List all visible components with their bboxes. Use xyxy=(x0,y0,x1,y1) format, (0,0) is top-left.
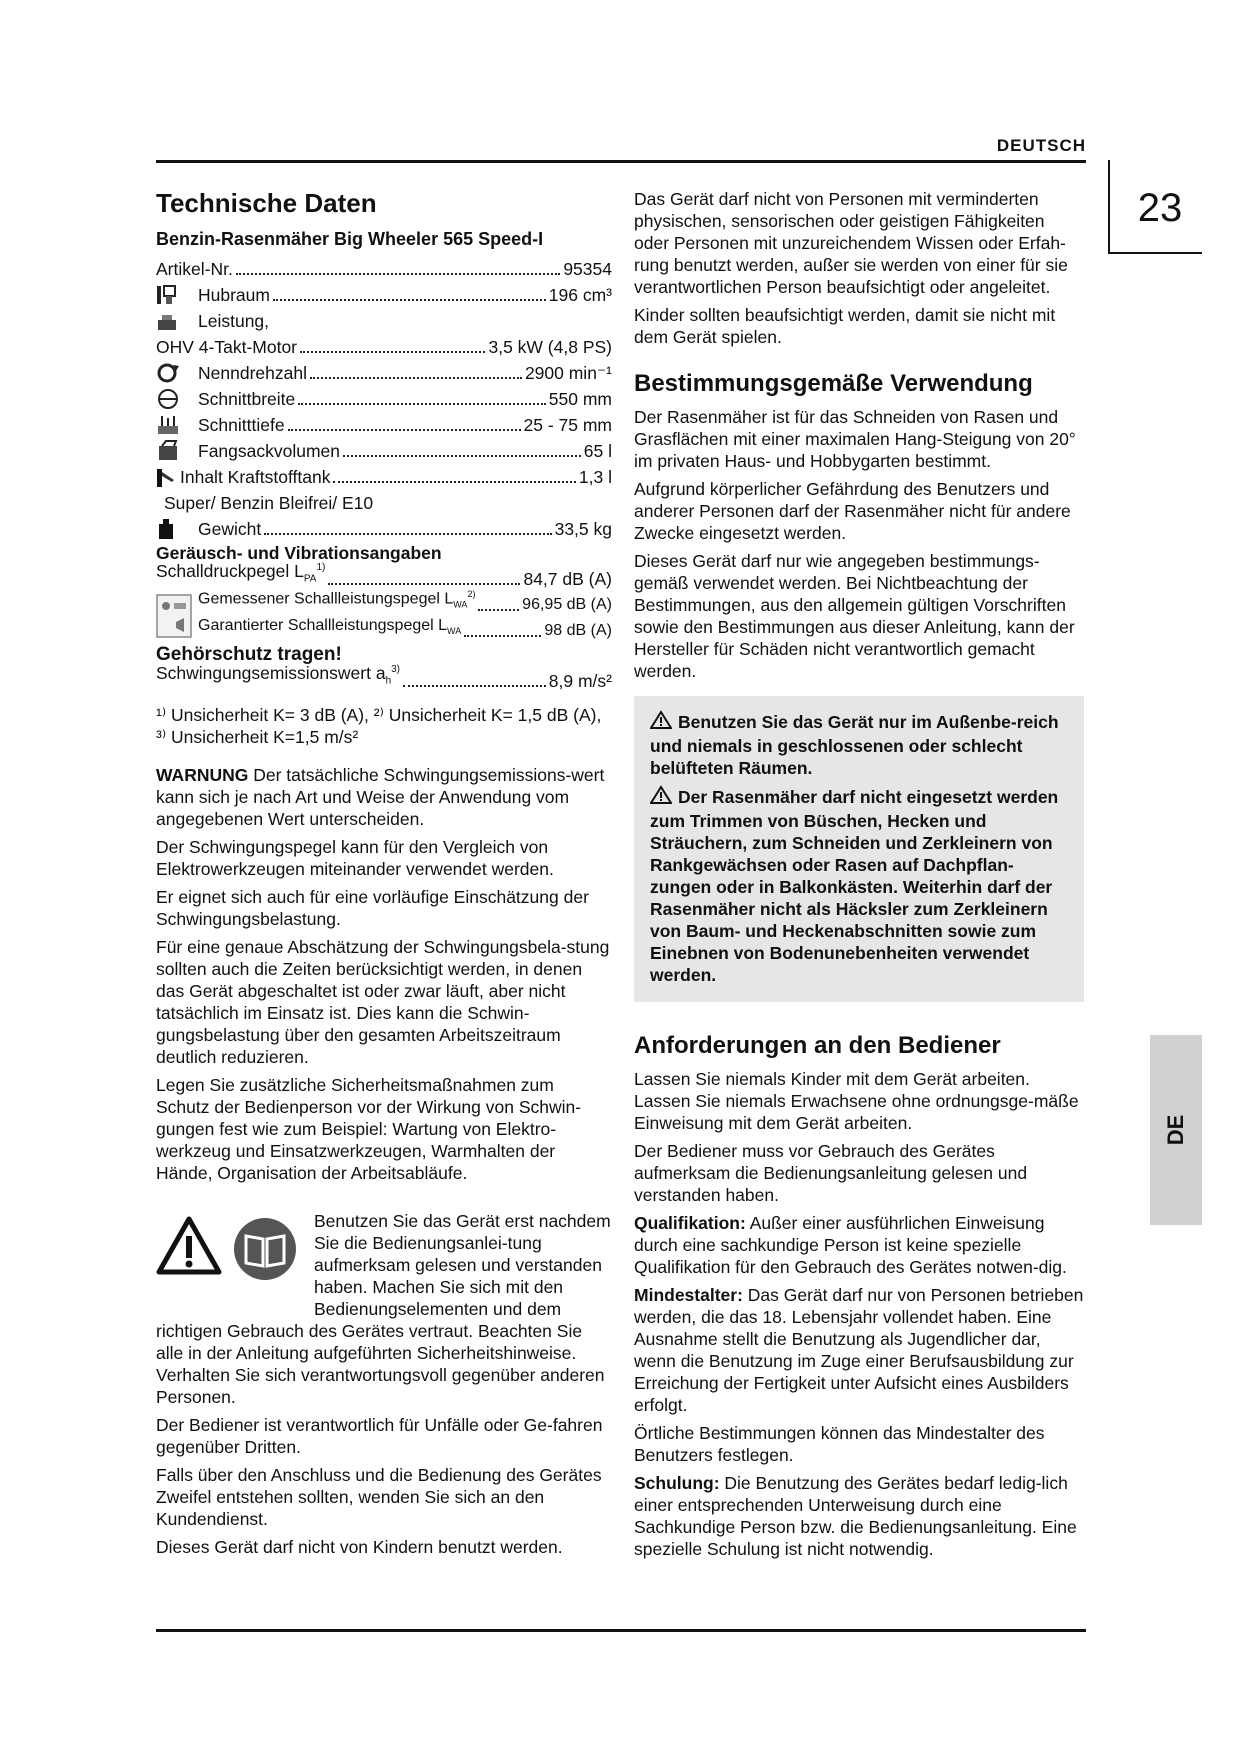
warning-paragraph: WARNUNG Der tatsächliche Schwingungsemissions-wert kann sich je nach Art und Weise der Anwendung vom angegebenen Wert unterscheiden. xyxy=(156,765,605,829)
warning-item: Der Rasenmäher darf nicht eingesetzt werden zum Trimmen von Büschen, Hecken und Sträuchern, zum Schneiden und Zerkleinern von Rankgewächsen oder Rasen auf Dachpflan-zungen oder in Balkonkästen. Weiterhin darf der Rasenmäher nicht als Häcksler zum Zerkleinern von Baum- und Heckenabschnitten sowie zum Einebnen von Bodenunebenheiten verwendet werden. xyxy=(650,787,1059,985)
spec-value: 8,9 m/s² xyxy=(548,671,612,691)
spec-fangsack xyxy=(156,436,612,462)
spec-value: 95354 xyxy=(563,259,612,279)
spec-value: 196 cm³ xyxy=(548,285,612,305)
section-heading-use: Bestimmungsgemäße Verwendung xyxy=(634,370,1033,397)
fuel-tank-icon xyxy=(156,466,180,488)
section-heading-operator: Anforderungen an den Bediener xyxy=(634,1032,1001,1059)
language-side-tab xyxy=(1150,1035,1202,1225)
spec-value: 25 - 75 mm xyxy=(523,415,612,435)
tech-data-title: Technische Daten xyxy=(156,188,377,218)
body-paragraph: Der Bediener ist verantwortlich für Unfälle oder Ge-fahren gegenüber Dritten. xyxy=(156,1415,603,1457)
displacement-icon xyxy=(156,284,198,306)
spec-hubraum xyxy=(156,280,612,306)
product-subtitle: Benzin-Rasenmäher Big Wheeler 565 Speed-I xyxy=(156,229,544,249)
body-paragraph: Lassen Sie niemals Kinder mit dem Gerät arbeiten. Lassen Sie niemals Erwachsene ohne ordnungsge-mäße Einweisung mit dem Gerät arbeiten. xyxy=(634,1069,1079,1133)
spec-artikel xyxy=(156,254,612,280)
read-manual-icon xyxy=(232,1216,298,1287)
body-paragraph: Er eignet sich auch für eine vorläufige Einschätzung der Schwingungsbelastung. xyxy=(156,887,589,929)
body-paragraph: Kinder sollten beaufsichtigt werden, damit sie nicht mit dem Gerät spielen. xyxy=(634,305,1056,347)
spec-value: 3,5 kW (4,8 PS) xyxy=(488,337,612,357)
spec-label: Gemessener Schallleistungspegel $L_{WA}^{2)}$ xyxy=(198,589,476,610)
spec-label: Inhalt Kraftstofftank xyxy=(180,467,331,487)
sound-power-block xyxy=(156,590,612,642)
warning-box xyxy=(634,696,1084,1002)
spec-value: 550 mm xyxy=(548,389,612,409)
body-paragraph: Dieses Gerät darf nicht von Kindern benutzt werden. xyxy=(156,1537,563,1557)
spec-vibration xyxy=(156,662,612,692)
bottom-rule xyxy=(156,1629,1086,1632)
spec-label: Schnitttiefe xyxy=(198,415,285,435)
body-paragraph: Örtliche Bestimmungen können das Mindestalter des Benutzers festlegen. xyxy=(634,1423,1045,1465)
spec-fuel-type: Super/ Benzin Bleifrei/ E10 xyxy=(164,493,374,513)
spec-value: 96,95 dB (A) xyxy=(522,596,612,613)
body-paragraph: Dieses Gerät darf nur wie angegeben bestimmungs-gemäß verwendet werden. Bei Nichtbeachtung der Bestimmungen, aus den allgemein gültigen Vorschriften sowie den Bestimmungen aus dieser Anleitung, kann der Hersteller für Schäden nicht verantwortlich gemacht werden. xyxy=(634,551,1075,681)
spec-tank xyxy=(156,462,612,488)
body-paragraph: Der Bediener muss vor Gebrauch des Gerätes aufmerksam die Bedienungsanleitung gelesen und verstanden haben. xyxy=(634,1141,1028,1205)
spec-label: Schnittbreite xyxy=(198,389,296,409)
spec-value: 2900 min⁻¹ xyxy=(524,363,612,383)
grass-bag-icon xyxy=(156,440,198,462)
spec-schnittbreite xyxy=(156,384,612,410)
training-paragraph: Schulung: Die Benutzung des Gerätes bedarf ledig-lich einer entsprechenden Unterweisung durch eine Sachkundige Person bzw. die Bedienungsanleitung. Eine spezielle Schulung ist nicht notwendig. xyxy=(634,1473,1077,1559)
body-paragraph: Benutzen Sie das Gerät erst nachdem Sie die Bedienungsanlei-tung aufmerksam gelesen und verstanden haben. Machen Sie sich mit den Bedienungselementen und dem richtigen Gebrauch des Gerätes vertraut. Beachten Sie alle in der Anleitung aufgeführten Sicherheitshinweise. Verhalten Sie sich verantwortungsvoll gegenüber anderen Personen. xyxy=(156,1211,611,1407)
weight-icon xyxy=(156,518,198,540)
spec-label: Gewicht xyxy=(198,519,262,539)
qualification-paragraph: Qualifikation: Außer einer ausführlichen Einweisung durch eine sachkundige Person ist keine spezielle Qualifikation für den Gebrauch des Gerätes notwen-dig. xyxy=(634,1213,1067,1277)
body-paragraph: Falls über den Anschluss und die Bedienung des Gerätes Zweifel entstehen sollten, wenden Sie sich an den Kundendienst. xyxy=(156,1465,602,1529)
sound-power-icon xyxy=(156,590,198,642)
warning-triangle-icon xyxy=(650,710,672,735)
body-paragraph: Der Schwingungspegel kann für den Vergleich von Elektrowerkzeugen miteinander verwendet werden. xyxy=(156,837,554,879)
minimum-age-paragraph: Mindestalter: Das Gerät darf nur von Personen betrieben werden, die das 18. Lebensjahr vollendet haben. Eine Ausnahme stellt die Benutzung als Jugendlicher dar, wenn die Benutzung im Zuge einer Berufsausbildung zur Erreichung der Fertigkeit unter Aufsicht eines Ausbilders erfolgt. xyxy=(634,1285,1084,1415)
spec-gemessen xyxy=(198,590,612,616)
body-paragraph: Legen Sie zusätzliche Sicherheitsmaßnahmen zum Schutz der Bedienperson vor der Wirkung von Schwin-gungen fest wie zum Beispiel: Wartung von Elektro-werkzeug und Einsatzwerkzeugen, Warmhalten der Hände, Organisation der Arbeitsabläufe. xyxy=(156,1075,582,1183)
spec-garantiert xyxy=(198,616,612,642)
spec-label: Garantierter Schallleistungspegel $L_{WA}$ xyxy=(198,616,462,636)
spec-label: Schwingungsemissionswert $a_h^{3)}$ xyxy=(156,662,401,686)
body-paragraph: Für eine genaue Abschätzung der Schwingungsbela-stung sollten auch die Zeiten berücksichtigt werden, in denen das Gerät abgeschaltet ist oder zwar läuft, aber nicht tatsächlich im Einsatz ist. Dies kann die Schwin-gungsbelastung über den gesamten Arbeitszeitraum deutlich reduzieren. xyxy=(156,937,610,1067)
warning-triangle-icon xyxy=(156,1216,222,1281)
warning-item: Benutzen Sie das Gerät nur im Außenbe-reich und niemals in geschlossenen oder schlecht belüfteten Räumen. xyxy=(650,712,1059,778)
spec-label: Schalldruckpegel $L_{PA}^{1)}$ xyxy=(156,560,326,584)
spec-label: Fangsackvolumen xyxy=(198,441,341,461)
top-rule xyxy=(156,160,1086,163)
body-paragraph: Das Gerät darf nicht von Personen mit verminderten physischen, sensorischen oder geistigen Fähigkeiten oder Personen mit unzureichendem Wissen oder Erfah-rung benutzt werden, außer sie werden von einer für sie verantwortlichen Person beaufsichtigt oder angeleitet. xyxy=(634,189,1068,297)
language-header: DEUTSCH xyxy=(996,136,1086,155)
page-number: 23 xyxy=(1137,186,1183,230)
left-column xyxy=(156,188,612,1564)
spec-value: 98 dB (A) xyxy=(544,622,612,639)
spec-label: Nenndrehzahl xyxy=(198,363,307,383)
right-column xyxy=(634,188,1084,1566)
spec-value: 33,5 kg xyxy=(554,519,612,539)
cutting-height-icon xyxy=(156,414,198,436)
read-manual-block xyxy=(156,1210,612,1408)
spec-schnitttiefe xyxy=(156,410,612,436)
engine-icon xyxy=(156,312,198,332)
spec-value: 65 l xyxy=(583,441,612,461)
spec-value: 84,7 dB (A) xyxy=(523,569,612,589)
spec-label: Hubraum xyxy=(198,285,270,305)
spec-leistung-label xyxy=(156,306,612,332)
spec-label: Leistung, xyxy=(198,311,270,331)
body-paragraph: Der Rasenmäher ist für das Schneiden von Rasen und Grasflächen mit einer maximalen Hang-Steigung von 20° im privaten Haus- und Hobbygarten bestimmt. xyxy=(634,407,1076,471)
ear-protection-note: Gehörschutz tragen! xyxy=(156,644,342,665)
body-paragraph: Aufgrund körperlicher Gefährdung des Benutzers und anderer Personen darf der Rasenmäher nicht für andere Zwecke eingesetzt werden. xyxy=(634,479,1071,543)
warning-triangle-icon xyxy=(650,785,672,810)
spec-motor xyxy=(156,332,612,358)
cutting-width-icon xyxy=(156,388,198,410)
footnote: ³⁾ Unsicherheit K=1,5 m/s² xyxy=(156,727,359,747)
speed-icon xyxy=(156,362,198,384)
spec-value: 1,3 l xyxy=(578,467,612,487)
spec-gewicht xyxy=(156,514,612,540)
side-tab-label: DE xyxy=(1163,1114,1188,1146)
footnote: ¹⁾ Unsicherheit K= 3 dB (A), ²⁾ Unsicherheit K= 1,5 dB (A), xyxy=(156,705,602,725)
spec-drehzahl xyxy=(156,358,612,384)
noise-heading: Geräusch- und Vibrationsangaben xyxy=(156,543,442,563)
spec-label: Artikel-Nr. xyxy=(156,259,233,279)
spec-label: OHV 4-Takt-Motor xyxy=(156,337,297,357)
